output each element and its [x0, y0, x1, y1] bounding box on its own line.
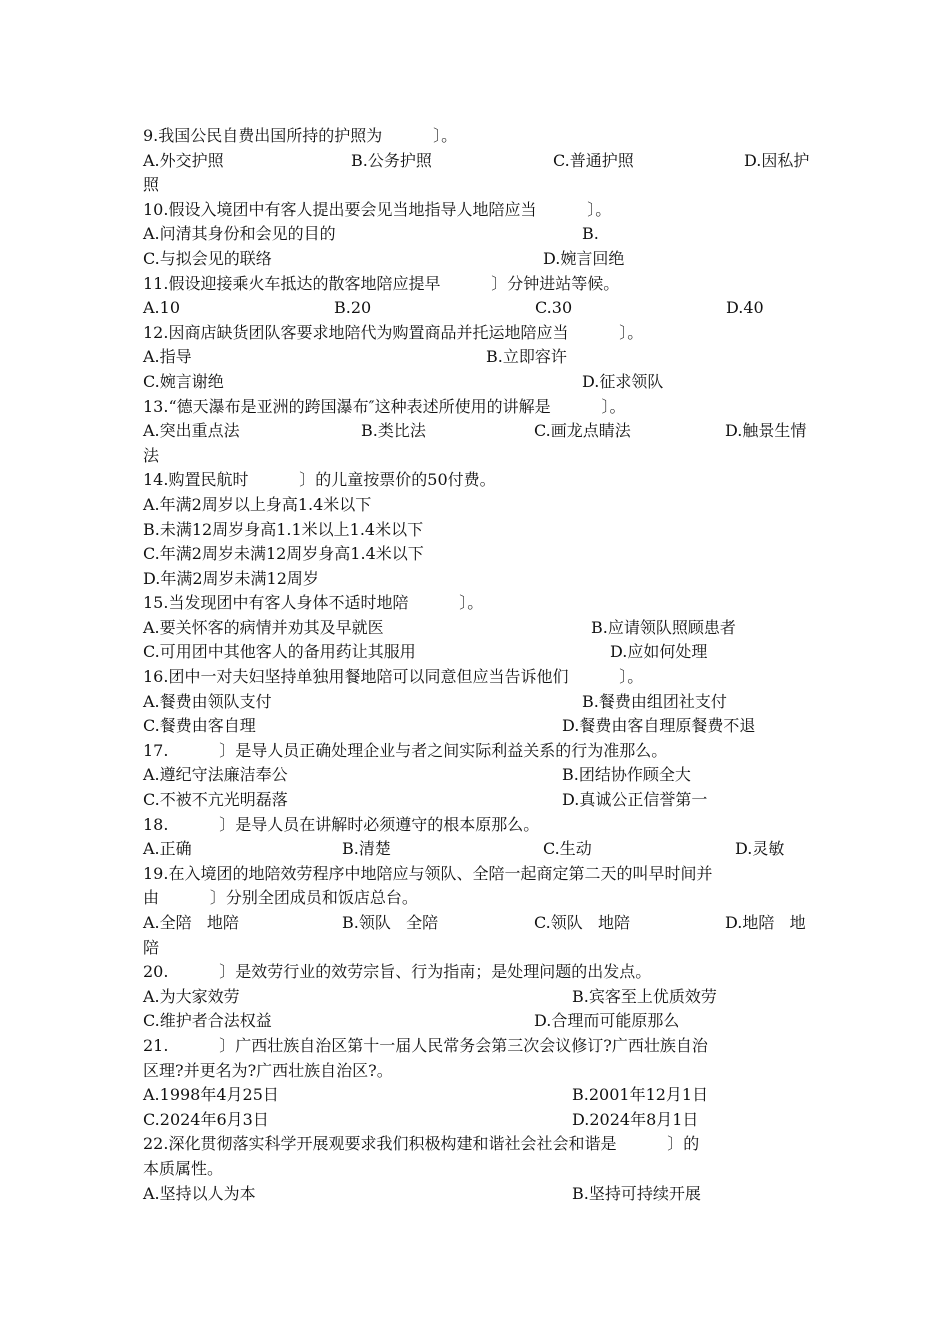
question-line [143, 591, 828, 616]
options-line [143, 788, 828, 813]
answer-option: A.要关怀客的病情并劝其及早就医 [143, 617, 384, 637]
answer-option: B.20 [334, 298, 372, 318]
answer-option: D.2024年8月1日 [572, 1109, 699, 1129]
options-line [143, 690, 828, 715]
line-text: 17. 〕是导人员正确处理企业与者之间实际利益关系的行为准那么。 [143, 740, 668, 760]
line-text: 22.深化贯彻落实科学开展观要求我们积极构建和谐社会社会和谐是 〕的 [143, 1134, 700, 1154]
answer-option: B.清楚 [342, 839, 391, 859]
answer-option: C.领队 地陪 [534, 913, 631, 932]
line-text: 由 〕分别全团成员和饭店总台。 [143, 888, 418, 908]
question-line [143, 493, 828, 518]
answer-option: B.2001年12月1日 [572, 1085, 709, 1105]
question-line [143, 518, 828, 543]
answer-option: A.遵纪守法廉洁奉公 [143, 765, 288, 785]
line-text: 11.假设迎接乘火车抵达的散客地陪应提早 〕分钟进站等候。 [143, 273, 620, 293]
options-line [143, 640, 828, 665]
answer-option: B.公务护照 [351, 150, 432, 170]
question-line [143, 198, 828, 223]
question-line [143, 960, 828, 985]
question-line [143, 886, 828, 911]
answer-option: A.全陪 地陪 [143, 913, 239, 932]
question-line [143, 936, 828, 961]
options-line [143, 1009, 828, 1034]
question-line [143, 567, 828, 592]
line-text: 13.“德天瀑布是亚洲的跨国瀑布″这种表述所使用的讲解是 〕。 [143, 396, 626, 416]
document-page [143, 124, 828, 1206]
question-line [143, 395, 828, 420]
line-text: 16.团中一对夫妇坚持单独用餐地陪可以同意但应当告诉他们 〕。 [143, 667, 644, 687]
question-line [143, 862, 828, 887]
answer-option: A.坚持以人为本 [143, 1183, 256, 1203]
answer-option: C.2024年6月3日 [143, 1109, 269, 1129]
answer-option: C.画龙点睛法 [534, 421, 631, 441]
question-line [143, 321, 828, 346]
line-text: 10.假设入境团中有客人提出要会见当地指导人地陪应当 〕。 [143, 199, 612, 219]
options-line [143, 296, 828, 321]
answer-option: C.不被不亢光明磊落 [143, 790, 288, 810]
answer-option: C.可用团中其他客人的备用药让其服用 [143, 642, 416, 662]
line-text: 15.当发现团中有客人身体不适时地陪 〕。 [143, 593, 484, 613]
answer-option: D.40 [726, 298, 764, 318]
answer-option: C.与拟会见的联络 [143, 248, 272, 268]
question-line [143, 542, 828, 567]
line-text: 19.在入境团的地陪效劳程序中地陪应与领队、全陪一起商定第二天的叫早时间并 [143, 863, 713, 883]
answer-option: D.餐费由客自理原餐费不退 [562, 716, 756, 736]
answer-option: D.婉言回绝 [543, 248, 625, 268]
answer-option: A.突出重点法 [143, 421, 240, 441]
answer-option: C.生动 [543, 839, 592, 859]
line-text: 照 [143, 175, 160, 195]
answer-option: B.立即容许 [486, 347, 567, 367]
question-line [143, 739, 828, 764]
question-line [143, 468, 828, 493]
question-line [143, 173, 828, 198]
answer-option: C.30 [535, 298, 573, 318]
line-text: C.年满2周岁未满12周岁身高1.4米以下 [143, 544, 424, 564]
answer-option: D.因私护 [744, 150, 810, 170]
answer-option: A.问清其身份和会见的目的 [143, 224, 336, 244]
line-text: 20. 〕是效劳行业的效劳宗旨、行为指南；是处理问题的出发点。 [143, 962, 652, 982]
line-text: A.年满2周岁以上身高1.4米以下 [143, 494, 372, 514]
answer-option: B.应请领队照顾患者 [591, 617, 736, 637]
line-text: 9.我国公民自费出国所持的护照为 〕。 [143, 126, 458, 145]
answer-option: A.外交护照 [143, 150, 224, 170]
options-line [143, 149, 828, 174]
answer-option: B.领队 全陪 [342, 913, 439, 932]
line-text: 18. 〕是导人员在讲解时必须遵守的根本原那么。 [143, 814, 540, 834]
answer-option: B. [582, 224, 599, 244]
answer-option: A.1998年4月25日 [143, 1085, 279, 1105]
line-text: 陪 [143, 937, 160, 957]
options-line [143, 247, 828, 272]
question-line [143, 813, 828, 838]
options-line [143, 345, 828, 370]
line-text: D.年满2周岁未满12周岁 [143, 568, 319, 588]
answer-option: A.为大家效劳 [143, 986, 240, 1006]
question-line [143, 1059, 828, 1084]
answer-option: D.灵敏 [735, 839, 785, 859]
question-line [143, 272, 828, 297]
answer-option: B.餐费由组团社支付 [582, 691, 727, 711]
answer-option: A.餐费由领队支付 [143, 691, 272, 711]
answer-option: D.合理而可能原那么 [534, 1011, 680, 1031]
answer-option: D.真诚公正信誉第一 [562, 790, 708, 810]
question-line [143, 665, 828, 690]
line-text: 14.购置民航时 〕的儿童按票价的50付费。 [143, 470, 496, 490]
options-line [143, 911, 828, 936]
answer-option: C.普通护照 [553, 150, 634, 170]
question-line [143, 1034, 828, 1059]
question-line [143, 444, 828, 469]
options-line [143, 419, 828, 444]
line-text: 本质属性。 [143, 1158, 224, 1178]
options-line [143, 1182, 828, 1207]
options-line [143, 370, 828, 395]
answer-option: C.维护者合法权益 [143, 1011, 272, 1031]
options-line [143, 985, 828, 1010]
options-line [143, 1083, 828, 1108]
options-line [143, 837, 828, 862]
question-line [143, 1157, 828, 1182]
answer-option: D.触景生情 [725, 421, 807, 441]
answer-option: C.餐费由客自理 [143, 716, 256, 736]
options-line [143, 616, 828, 641]
answer-option: A.正确 [143, 839, 192, 859]
options-line [143, 714, 828, 739]
line-text: 区理?并更名为?广西壮族自治区?。 [143, 1060, 393, 1080]
answer-option: D.征求领队 [582, 371, 664, 391]
answer-option: A.指导 [143, 347, 192, 367]
options-line [143, 222, 828, 247]
answer-option: D.应如何处理 [610, 642, 708, 662]
answer-option: C.婉言谢绝 [143, 371, 224, 391]
options-line [143, 1108, 828, 1133]
line-text: B.未满12周岁身高1.1米以上1.4米以下 [143, 519, 424, 539]
line-text: 21. 〕广西壮族自治区第十一届人民常务会第三次会议修订?广西壮族自治 [143, 1035, 708, 1055]
answer-option: B.宾客至上优质效劳 [572, 986, 717, 1006]
answer-option: B.类比法 [361, 421, 426, 441]
question-line [143, 124, 828, 149]
answer-option: B.团结协作顾全大 [562, 765, 691, 785]
line-text: 法 [143, 445, 160, 465]
answer-option: B.坚持可持续开展 [572, 1183, 701, 1203]
answer-option: D.地陪 地 [725, 913, 806, 932]
line-text: 12.因商店缺货团队客要求地陪代为购置商品并托运地陪应当 〕。 [143, 322, 644, 342]
question-line [143, 1132, 828, 1157]
answer-option: A.10 [143, 298, 180, 318]
options-line [143, 763, 828, 788]
